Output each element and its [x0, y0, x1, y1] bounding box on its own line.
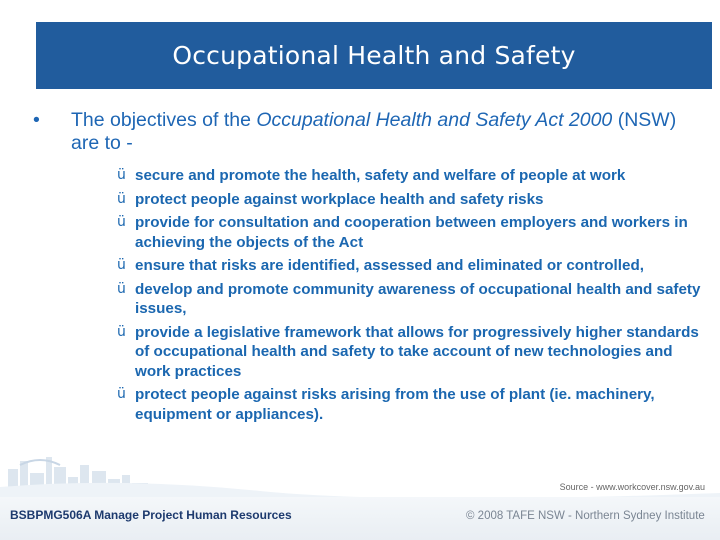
list-item: [116, 385, 706, 424]
objective-text: provide for consultation and cooperation between employers and workers in achieving the objects of the Act: [135, 214, 688, 251]
slide-title: Occupational Health and Safety: [172, 41, 576, 70]
objective-text: develop and promote community awareness of occupational health and safety issues,: [135, 280, 701, 317]
objective-text: protect people against workplace health and safety risks: [135, 190, 544, 208]
list-item: [116, 280, 706, 319]
list-item: [116, 166, 706, 186]
list-item: [116, 256, 706, 276]
check-icon: ü: [117, 323, 126, 340]
objectives-list: [116, 166, 706, 428]
bullet-marker: •: [33, 109, 40, 131]
intro-bullet: [33, 109, 693, 155]
check-icon: ü: [117, 214, 126, 230]
list-item: [116, 213, 706, 252]
intro-prefix: The objectives of the: [71, 109, 257, 131]
course-label: BSBPMG506A Manage Project Human Resources: [10, 508, 292, 522]
intro-suffix: (NSW) are to -: [71, 109, 677, 154]
source-citation: Source - www.workcover.nsw.gov.au: [559, 482, 705, 492]
check-icon: ü: [117, 280, 126, 297]
list-item: [116, 190, 706, 210]
objective-text: ensure that risks are identified, assessed and eliminated or controlled,: [135, 257, 644, 274]
check-icon: ü: [117, 190, 126, 207]
check-icon: ü: [117, 167, 126, 183]
objective-text: provide a legislative framework that allows for progressively higher standards of occupational health and safety to take account of new technologies and work practices: [135, 323, 699, 380]
list-item: [116, 323, 706, 382]
title-bar: [36, 22, 712, 89]
act-name: Occupational Health and Safety Act 2000: [256, 109, 613, 131]
objective-text: secure and promote the health, safety and welfare of people at work: [135, 167, 626, 184]
intro-text: [71, 109, 693, 155]
check-icon: ü: [117, 257, 126, 273]
objective-text: protect people against risks arising from the use of plant (ie. machinery, equipment or appliances).: [135, 386, 655, 423]
check-icon: ü: [117, 386, 126, 402]
copyright-label: © 2008 TAFE NSW - Northern Sydney Institute: [466, 510, 705, 522]
city-skyline-decoration: [0, 447, 720, 501]
